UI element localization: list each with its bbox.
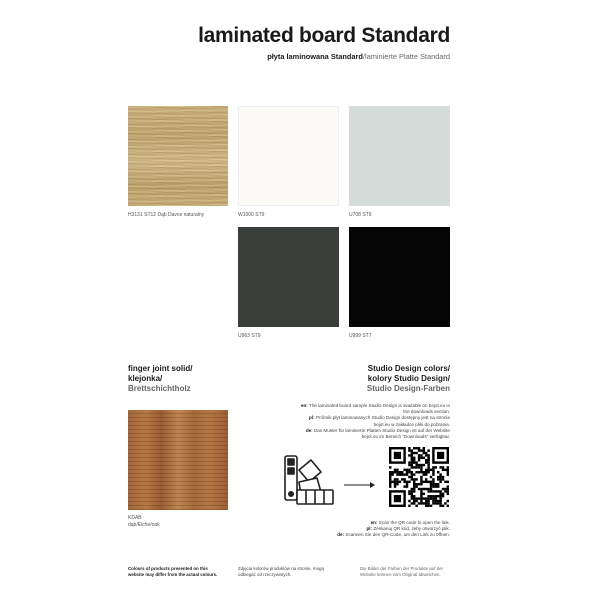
studio-title-en: Studio Design colors/ <box>367 364 450 373</box>
studio-info-de: de: Das Muster für laminierte Platten Studio Design ist auf der Website bejot.eu im Bereich "Downloads" verfügbar. <box>305 427 450 440</box>
swatch-oak-davos <box>128 106 228 206</box>
swatch-black <box>349 227 450 327</box>
subtitle-pl: płyta laminowana Standard <box>267 52 363 61</box>
swatch-finger-joint-oak <box>128 410 228 510</box>
page-title: laminated board Standard <box>198 24 450 47</box>
color-palette-icon <box>281 452 337 512</box>
footer-note-de: Die Bilder der Farben der Produkte auf der Website können vom Original abweichen. <box>360 566 443 577</box>
swatch-label: U708 ST9 <box>349 212 372 218</box>
finger-joint-label <box>128 515 160 529</box>
studio-title-de: Studio Design-Farben <box>366 384 450 393</box>
subtitle-separator: / <box>362 52 365 61</box>
finger-joint-heading <box>128 364 192 394</box>
studio-info <box>300 403 450 440</box>
studio-info-pl: pl: Próbnik płyt laminowanych Studio Design dostępny jest na stronie bejot.eu w zakładce pliki do pobrania. <box>309 415 450 427</box>
studio-info-en: en: The laminated board sample Studio Design is available on bejot.eu in the downloads section. <box>300 403 450 415</box>
finger-joint-code: KDAB <box>128 515 142 521</box>
page-subtitle <box>267 52 450 61</box>
swatch-label: W1000 ST9 <box>238 212 265 218</box>
footer-note-pl: Zdjęcia kolorów produktów na stronie, mogą odbiegać od rzeczywistych. <box>238 566 324 577</box>
qr-instructions-de: de: Scannen Sie den QR-Code, um den Link zu öffnen. <box>337 532 450 538</box>
subtitle-de: laminierte Platte Standard <box>364 52 450 61</box>
footer-note-en: Colours of products presented on this website may differ from the actual colours. <box>128 566 218 577</box>
finger-joint-title-en: finger joint solid/ <box>128 364 193 373</box>
qr-code[interactable] <box>389 447 449 507</box>
swatch-dark-grey <box>238 227 339 327</box>
finger-joint-material: dąb/Eiche/oak <box>128 522 160 528</box>
finger-joint-title-pl: klejonka/ <box>128 374 163 383</box>
finger-joint-title-de: Brettschichtholz <box>128 384 191 393</box>
swatch-label: H3131 ST12 Dąb Davos naturalny <box>128 212 205 218</box>
qr-instructions-en: en: Scan the QR code to open the link. <box>370 520 450 525</box>
swatch-label: U963 ST9 <box>238 333 261 339</box>
swatch-label: U999 ST7 <box>349 333 372 339</box>
studio-title-pl: kolory Studio Design/ <box>367 374 450 383</box>
swatch-light-grey <box>349 106 450 206</box>
qr-instructions <box>300 520 450 539</box>
studio-design-heading <box>367 364 450 394</box>
arrow-right-icon <box>344 481 376 489</box>
qr-instructions-pl: pl: Zeskanuj QR kod, żeby otworzyć plik. <box>366 526 450 532</box>
swatch-white <box>238 106 339 206</box>
